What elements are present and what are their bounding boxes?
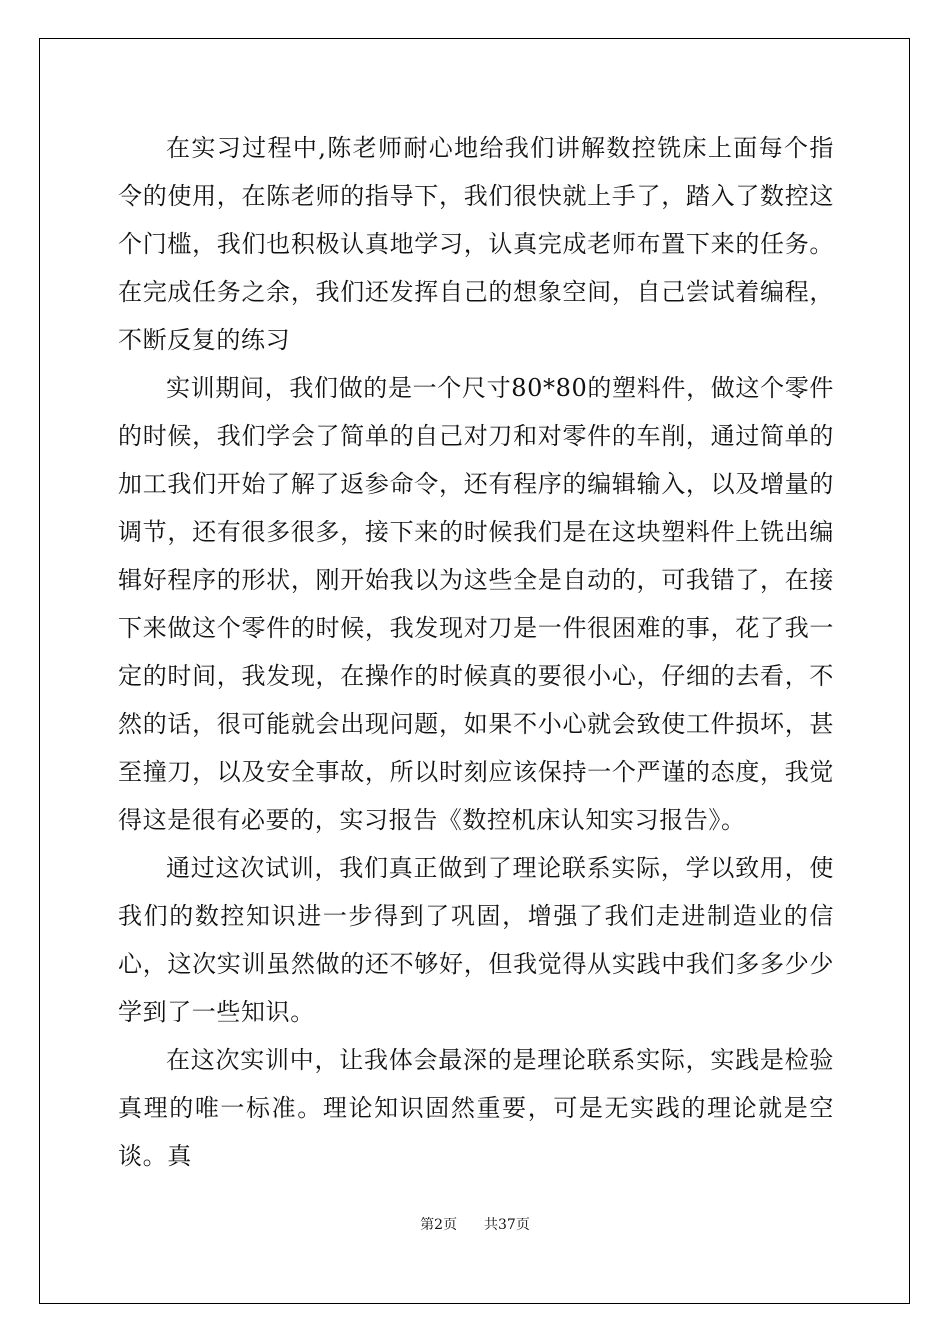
paragraph-2: 实训期间，我们做的是一个尺寸80*80的塑料件，做这个零件的时候，我们学会了简单的自己对刀和对零件的车削，通过简单的加工我们开始了解了返参命令，还有程序的编辑输入，以及增量的调节，还有很多很多，接下来的时候我们是在这块塑料件上铣出编辑好程序的形状，刚开始我以为这些全是自动的，可我错了，在接下来做这个零件的时候，我发现对刀是一件很困难的事，花了我一定的时间，我发现，在操作的时候真的要很小心，仔细的去看，不然的话，很可能就会出现问题，如果不小心就会致使工件损坏，甚至撞刀，以及安全事故，所以时刻应该保持一个严谨的态度，我觉得这是很有必要的，实习报告《数控机床认知实习报告》。 [118, 374, 834, 834]
document-body [118, 124, 834, 1180]
page-number: 第2页 [420, 1217, 458, 1233]
page-footer [0, 1214, 950, 1234]
paragraph-3: 通过这次试训，我们真正做到了理论联系实际，学以致用，使我们的数控知识进一步得到了巩固，增强了我们走进制造业的信心，这次实训虽然做的还不够好，但我觉得从实践中我们多多少少学到了一些知识。 [118, 854, 834, 1026]
paragraph-1: 在实习过程中,陈老师耐心地给我们讲解数控铣床上面每个指令的使用，在陈老师的指导下，我们很快就上手了，踏入了数控这个门槛，我们也积极认真地学习，认真完成老师布置下来的任务。在完成任务之余，我们还发挥自己的想象空间，自己尝试着编程，不断反复的练习 [118, 134, 834, 354]
paragraph-4: 在这次实训中，让我体会最深的是理论联系实际，实践是检验真理的唯一标准。理论知识固然重要，可是无实践的理论就是空谈。真 [118, 1046, 834, 1170]
page-total: 共37页 [484, 1217, 530, 1233]
